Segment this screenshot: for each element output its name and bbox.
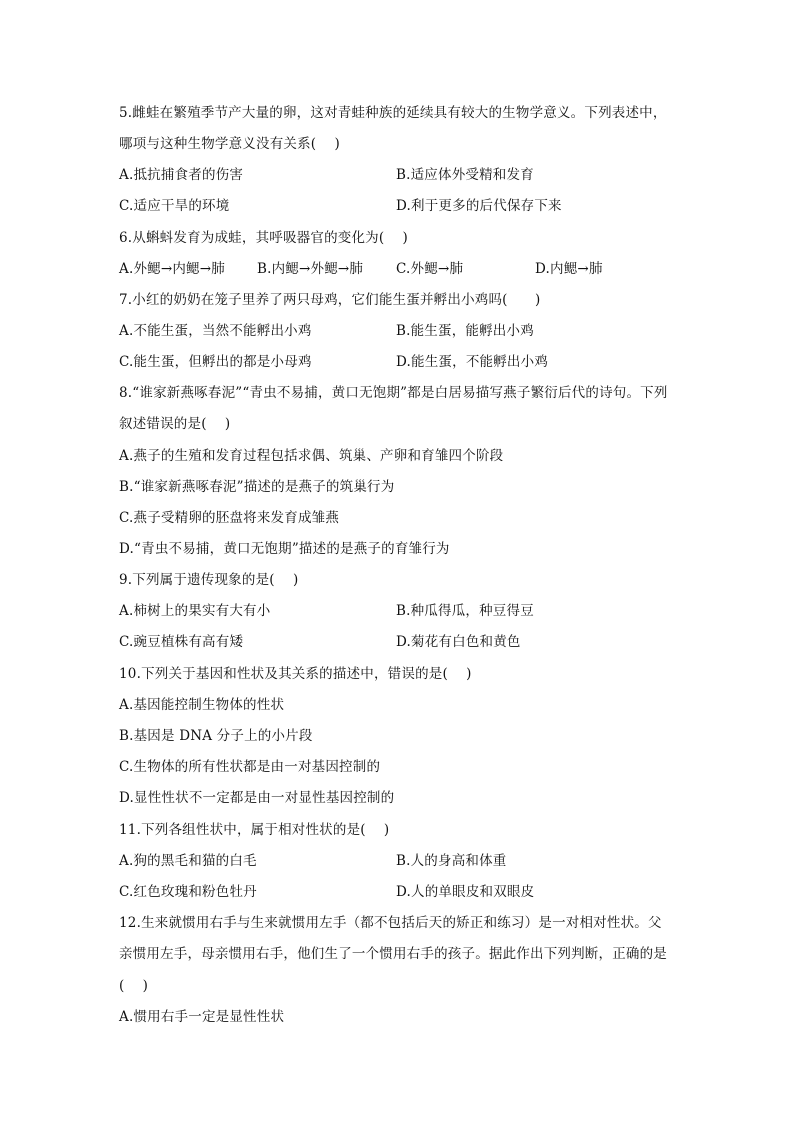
q8-option-d: D.“青虫不易捕，黄口无饱期”描述的是燕子的育雏行为 xyxy=(119,541,450,557)
q9-option-b: B.种瓜得瓜，种豆得豆 xyxy=(396,603,534,619)
q11-stem: 11.下列各组性状中，属于相对性状的是( ) xyxy=(119,822,390,838)
q6-option-c: C.外鳃→肺 xyxy=(396,261,464,277)
q10-option-d: D.显性性状不一定都是由一对显性基因控制的 xyxy=(119,790,395,806)
q5-option-a: A.抵抗捕食者的伤害 xyxy=(119,167,244,183)
q11-option-d: D.人的单眼皮和双眼皮 xyxy=(396,884,535,900)
q7-option-b: B.能生蛋，能孵出小鸡 xyxy=(396,323,534,339)
q6-option-b: B.内鳃→外鳃→肺 xyxy=(257,261,364,277)
q5-option-d: D.利于更多的后代保存下来 xyxy=(396,198,562,214)
q12-stem-line-3: ( ) xyxy=(119,978,149,994)
q11-option-c: C.红色玫瑰和粉色牡丹 xyxy=(119,884,257,900)
q5-option-b: B.适应体外受精和发育 xyxy=(396,167,534,183)
q11-option-b: B.人的身高和体重 xyxy=(396,853,507,869)
q10-option-a: A.基因能控制生物体的性状 xyxy=(119,697,285,713)
q6-option-a: A.外鳃→内鳃→肺 xyxy=(119,261,225,277)
q10-option-c: C.生物体的所有性状都是由一对基因控制的 xyxy=(119,759,381,775)
q8-option-a: A.燕子的生殖和发育过程包括求偶、筑巢、产卵和育雏四个阶段 xyxy=(119,448,504,464)
q5-option-c: C.适应干旱的环境 xyxy=(119,198,230,214)
q7-option-d: D.能生蛋，不能孵出小鸡 xyxy=(396,354,549,370)
q6-option-d: D.内鳃→肺 xyxy=(535,261,603,277)
q12-option-a: A.惯用右手一定是显性性状 xyxy=(119,1009,285,1025)
q10-option-b: B.基因是 DNA 分子上的小片段 xyxy=(119,728,313,744)
q11-option-a: A.狗的黑毛和猫的白毛 xyxy=(119,853,257,869)
q8-stem-line-1: 8.“谁家新燕啄春泥”“青虫不易捕，黄口无饱期”都是白居易描写燕子繁衍后代的诗句。下列 xyxy=(119,385,668,401)
q9-stem: 9.下列属于遗传现象的是( ) xyxy=(119,572,299,588)
q9-option-d: D.菊花有白色和黄色 xyxy=(396,634,521,650)
q12-stem-line-2: 亲惯用左手，母亲惯用右手，他们生了一个惯用右手的孩子。据此作出下列判断，正确的是 xyxy=(119,946,667,962)
q8-stem-line-2: 叙述错误的是( ) xyxy=(119,416,231,432)
q9-option-a: A.柿树上的果实有大有小 xyxy=(119,603,271,619)
q7-option-a: A.不能生蛋，当然不能孵出小鸡 xyxy=(119,323,312,339)
q12-stem-line-1: 12.生来就惯用右手与生来就惯用左手（都不包括后天的矫正和练习）是一对相对性状。父 xyxy=(119,915,662,931)
q8-option-c: C.燕子受精卵的胚盘将来发育成雏燕 xyxy=(119,510,340,526)
q5-stem-line-1: 5.雌蛙在繁殖季节产大量的卵，这对青蛙种族的延续具有较大的生物学意义。下列表述中， xyxy=(119,105,667,121)
q6-stem: 6.从蝌蚪发育为成蛙，其呼吸器官的变化为( ) xyxy=(119,230,409,246)
q9-option-c: C.豌豆植株有高有矮 xyxy=(119,634,244,650)
q8-option-b: B.“谁家新燕啄春泥”描述的是燕子的筑巢行为 xyxy=(119,479,395,495)
q7-stem: 7.小红的奶奶在笼子里养了两只母鸡，它们能生蛋并孵出小鸡吗( ) xyxy=(119,292,541,308)
q5-stem-line-2: 哪项与这种生物学意义没有关系( ) xyxy=(119,136,340,152)
q10-stem: 10.下列关于基因和性状及其关系的描述中，错误的是( ) xyxy=(119,666,472,682)
q7-option-c: C.能生蛋，但孵出的都是小母鸡 xyxy=(119,354,312,370)
